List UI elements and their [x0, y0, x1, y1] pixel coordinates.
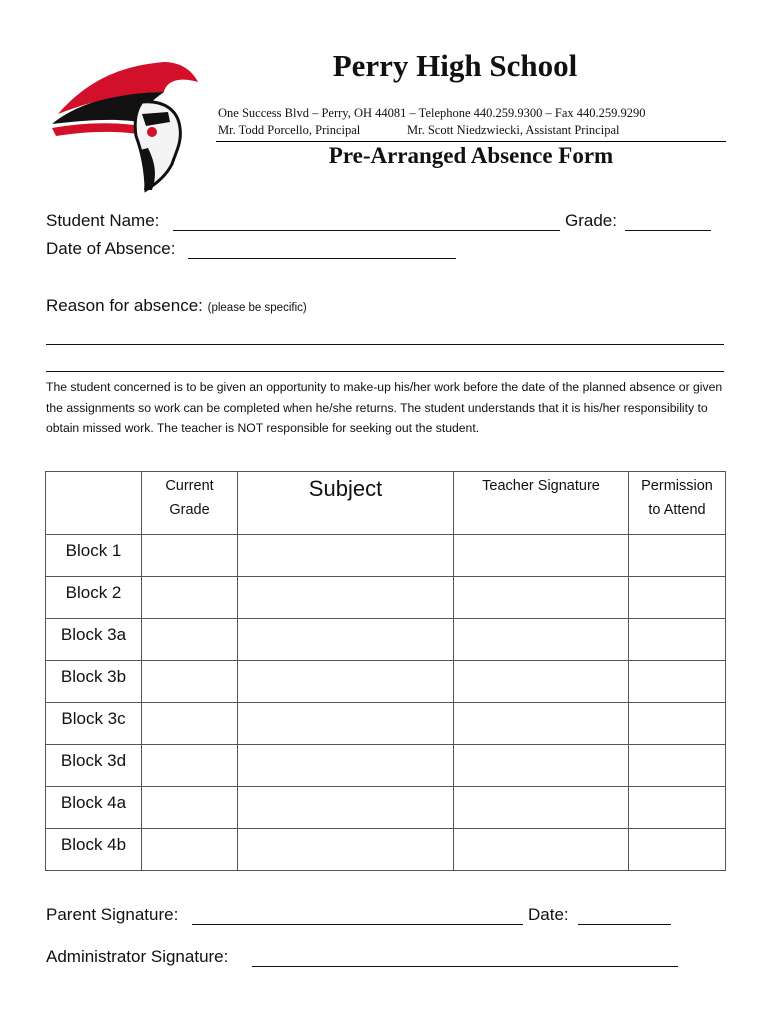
school-name: Perry High School — [332, 48, 578, 83]
current-grade-cell[interactable] — [142, 577, 238, 619]
permission-cell[interactable] — [629, 703, 726, 745]
subject-cell[interactable] — [238, 829, 454, 871]
table-row — [46, 703, 726, 745]
reason-field-line-1[interactable] — [46, 344, 724, 345]
subject-cell[interactable] — [238, 703, 454, 745]
header-permission — [629, 472, 726, 535]
parent-signature-label: Parent Signature: — [46, 905, 179, 924]
subject-cell[interactable] — [238, 577, 454, 619]
block-label: Block 1 — [46, 535, 142, 577]
teacher-signature-cell[interactable] — [454, 577, 629, 619]
block-signature-table — [45, 471, 726, 871]
permission-cell[interactable] — [629, 577, 726, 619]
hat-red-brim — [52, 123, 140, 136]
student-name-field[interactable] — [173, 230, 560, 231]
teacher-signature-cell[interactable] — [454, 703, 629, 745]
table-row — [46, 787, 726, 829]
table-row — [46, 619, 726, 661]
block-label: Block 3a — [46, 619, 142, 661]
form-title: Pre-Arranged Absence Form — [328, 143, 614, 168]
subject-cell[interactable] — [238, 661, 454, 703]
grade-label: Grade: — [565, 211, 617, 230]
header-block-empty — [46, 472, 142, 535]
assistant-principal-name: Mr. Scott Niedzwiecki, Assistant Principal — [407, 123, 620, 137]
current-grade-cell[interactable] — [142, 703, 238, 745]
block-label: Block 4b — [46, 829, 142, 871]
pirate-mascot-logo — [46, 52, 206, 194]
permission-cell[interactable] — [629, 535, 726, 577]
header-permission-line2: to Attend — [648, 502, 706, 518]
administrator-signature-label: Administrator Signature: — [46, 947, 229, 966]
permission-cell[interactable] — [629, 829, 726, 871]
table-row — [46, 535, 726, 577]
reason-label-text: Reason for absence: — [46, 296, 203, 315]
date-label: Date: — [528, 905, 569, 924]
teacher-signature-cell[interactable] — [454, 745, 629, 787]
grade-field[interactable] — [625, 230, 711, 231]
reason-label — [46, 296, 307, 316]
teacher-signature-cell[interactable] — [454, 535, 629, 577]
permission-cell[interactable] — [629, 787, 726, 829]
reason-note: (please be specific) — [207, 302, 307, 314]
block-label: Block 3c — [46, 703, 142, 745]
current-grade-cell[interactable] — [142, 829, 238, 871]
subject-cell[interactable] — [238, 535, 454, 577]
date-of-absence-field[interactable] — [188, 258, 456, 259]
current-grade-cell[interactable] — [142, 745, 238, 787]
date-field[interactable] — [578, 924, 671, 925]
table-row — [46, 577, 726, 619]
face-red-mark — [147, 127, 157, 137]
header-divider — [216, 141, 726, 142]
block-label: Block 4a — [46, 787, 142, 829]
block-label: Block 2 — [46, 577, 142, 619]
block-label: Block 3d — [46, 745, 142, 787]
principal-name: Mr. Todd Porcello, Principal — [218, 123, 361, 137]
table-header-row — [46, 472, 726, 535]
header-current-grade-line2: Grade — [169, 502, 210, 518]
table-row — [46, 829, 726, 871]
header-subject: Subject — [238, 472, 454, 535]
block-label: Block 3b — [46, 661, 142, 703]
subject-cell[interactable] — [238, 619, 454, 661]
student-name-label: Student Name: — [46, 211, 160, 230]
teacher-signature-cell[interactable] — [454, 787, 629, 829]
date-of-absence-label: Date of Absence: — [46, 239, 176, 258]
current-grade-cell[interactable] — [142, 535, 238, 577]
current-grade-cell[interactable] — [142, 619, 238, 661]
administrator-signature-field[interactable] — [252, 966, 678, 967]
responsibility-statement: The student concerned is to be given an opportunity to make-up his/her work before the date of the planned absence or given the assignments so work can be completed when he/she returns. The student understands that it is his/her responsibility to obtain missed work. The teacher is NOT responsible for seeking out the student. — [46, 380, 723, 435]
teacher-signature-cell[interactable] — [454, 619, 629, 661]
staff-line — [218, 123, 620, 138]
current-grade-cell[interactable] — [142, 787, 238, 829]
reason-field-line-2[interactable] — [46, 371, 724, 372]
parent-signature-field[interactable] — [192, 924, 523, 925]
header-current-grade-line1: Current — [165, 478, 214, 494]
header-permission-line1: Permission — [641, 478, 713, 494]
current-grade-cell[interactable] — [142, 661, 238, 703]
table-row — [46, 745, 726, 787]
header-teacher-signature: Teacher Signature — [454, 472, 629, 535]
permission-cell[interactable] — [629, 661, 726, 703]
permission-cell[interactable] — [629, 745, 726, 787]
school-address: One Success Blvd – Perry, OH 44081 – Telephone 440.259.9300 – Fax 440.259.9290 — [218, 106, 646, 120]
table-row — [46, 661, 726, 703]
teacher-signature-cell[interactable] — [454, 829, 629, 871]
subject-cell[interactable] — [238, 745, 454, 787]
permission-cell[interactable] — [629, 619, 726, 661]
subject-cell[interactable] — [238, 787, 454, 829]
teacher-signature-cell[interactable] — [454, 661, 629, 703]
header-current-grade — [142, 472, 238, 535]
